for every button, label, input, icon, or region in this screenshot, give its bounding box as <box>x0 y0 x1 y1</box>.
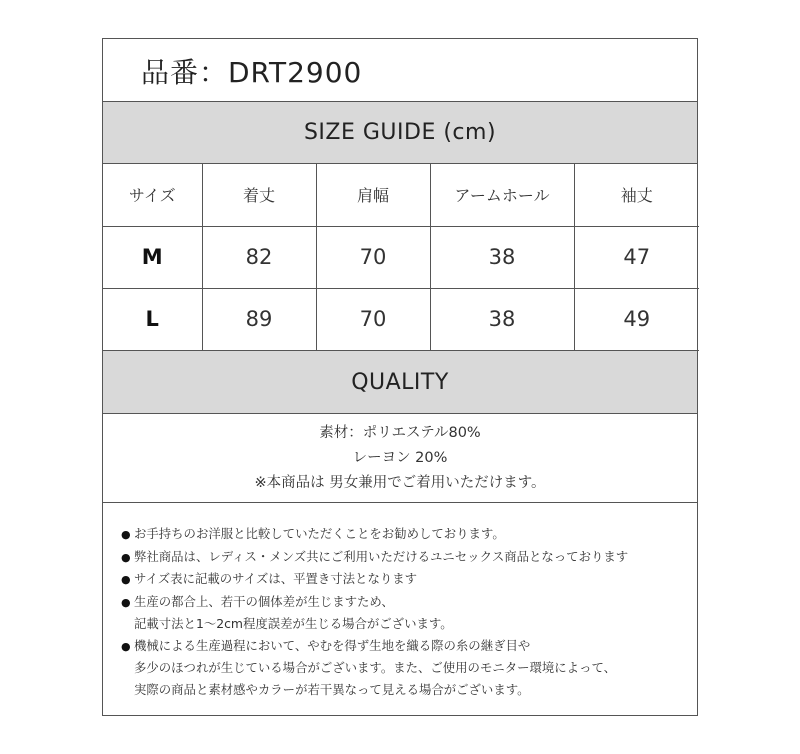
note-text: 機械による生産過程において、やむを得ず生地を織る際の糸の継ぎ目や <box>134 637 531 653</box>
note-text: 実際の商品と素材感やカラーが若干異なって見える場合がございます。 <box>134 681 530 697</box>
note-text: 記載寸法と1～2cm程度誤差が生じる場合がございます。 <box>134 616 453 631</box>
column-header-shoulder: 肩幅 <box>316 164 430 226</box>
note-text: お手持ちのお洋服と比較していただくことをお勧めしております。 <box>134 526 505 541</box>
note-line <box>121 591 681 614</box>
column-header-size: サイズ <box>103 164 202 226</box>
note-line <box>121 635 681 658</box>
note-text: サイズ表に記載のサイズは、平置き寸法となります <box>134 571 418 586</box>
note-text: 多少のほつれが生じている場合がございます。また、ご使用のモニター環境によって、 <box>134 660 616 675</box>
bullet-icon: ● <box>121 573 131 586</box>
sleeve-value: 47 <box>574 226 699 288</box>
column-header-length: 着丈 <box>202 164 316 226</box>
bullet-icon: ● <box>121 528 131 541</box>
note-line <box>121 568 681 591</box>
quality-header <box>103 351 697 414</box>
product-code: 品番：DRT2900 <box>141 56 363 89</box>
size-table-header-row <box>103 164 699 226</box>
note-line <box>121 679 681 701</box>
quality-details <box>103 414 697 503</box>
table-row <box>103 226 699 288</box>
length-value: 89 <box>202 288 316 350</box>
note-line <box>121 657 681 679</box>
note-text: 生産の都合上、若干の個体差が生じますため、 <box>134 593 394 609</box>
quality-title: QUALITY <box>351 369 449 395</box>
notes-list <box>121 523 681 700</box>
shoulder-value: 70 <box>316 226 430 288</box>
size-table <box>103 164 699 351</box>
armhole-value: 38 <box>430 226 574 288</box>
note-text: 弊社商品は、レディス・メンズ共にご利用いただけるユニセックス商品となっております <box>134 548 629 564</box>
note-line <box>121 523 681 546</box>
size-guide-header <box>103 102 697 164</box>
note-line <box>121 613 681 635</box>
shoulder-value: 70 <box>316 288 430 350</box>
bullet-icon: ● <box>121 550 131 564</box>
length-value: 82 <box>202 226 316 288</box>
bullet-icon: ● <box>121 595 131 609</box>
product-code-row <box>103 39 697 102</box>
material-line: レーヨン 20% <box>352 449 448 466</box>
material-line: 素材：ポリエステル80% <box>319 424 481 441</box>
size-label: M <box>103 226 202 288</box>
size-guide-title: SIZE GUIDE (cm) <box>303 120 497 145</box>
table-row <box>103 288 699 350</box>
sleeve-value: 49 <box>574 288 699 350</box>
size-label: L <box>103 288 202 350</box>
armhole-value: 38 <box>430 288 574 350</box>
unisex-note: ※本商品は 男女兼用でご着用いただけます。 <box>254 474 546 491</box>
size-guide-sheet <box>102 38 698 716</box>
note-line <box>121 546 681 569</box>
column-header-sleeve: 袖丈 <box>574 164 699 226</box>
bullet-icon: ● <box>121 639 131 653</box>
column-header-armhole: アームホール <box>430 164 574 226</box>
